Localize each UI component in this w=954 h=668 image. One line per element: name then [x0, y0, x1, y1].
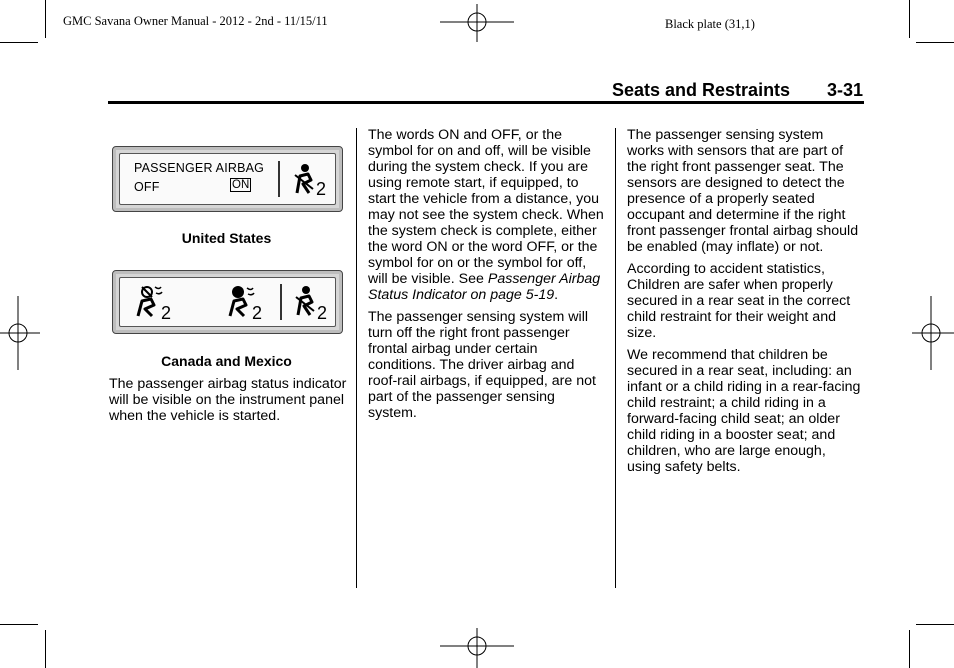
figure-caption-us: United States	[181, 230, 272, 246]
cross-reference-link[interactable]: Passenger Airbag Status Indicator on page 5-19	[368, 271, 601, 303]
registration-mark-top	[440, 4, 514, 42]
paragraph: The passenger airbag status indicator will be visible on the instrument panel when the vehicle is started.	[109, 376, 347, 424]
page-number: 3-31	[827, 80, 864, 100]
column-2-text	[368, 127, 604, 427]
paragraph-end: .	[554, 287, 559, 303]
seat-position-number: 2	[316, 179, 327, 199]
column-divider	[615, 128, 616, 588]
registration-mark-bottom	[440, 628, 514, 668]
slug-plate-info: Black plate (31,1)	[665, 17, 755, 31]
crop-mark	[45, 630, 46, 668]
paragraph-text: The words ON and OFF, or the symbol for on and off, will be visible during the system check. If you are using remote start, if equipped, to start the vehicle from a distance, you may not see the system check. When the system check is complete, either the word ON or the word OFF, or the symbol for on or the symbol for off, will be visible. See	[368, 127, 604, 287]
registration-mark-right	[912, 296, 954, 370]
airbag-on-icon	[225, 284, 255, 318]
column-1-text	[109, 376, 351, 430]
crop-mark	[909, 0, 910, 38]
off-label: OFF	[134, 180, 160, 194]
indicator-divider	[278, 161, 280, 197]
crop-mark	[916, 624, 954, 625]
crop-mark	[916, 42, 954, 43]
crop-mark	[0, 42, 38, 43]
slug-document-info: GMC Savana Owner Manual - 2012 - 2nd - 11/15/11	[63, 14, 328, 28]
header-rule	[108, 101, 864, 104]
crop-mark	[909, 630, 910, 668]
canada-airbag-indicator-figure	[112, 270, 343, 334]
paragraph: We recommend that children be secured in a rear seat, including: an infant or a child riding in a rear-facing child restraint; a child riding in a forward-facing child seat; an older child riding in a booster seat; and children, who are large enough, using safety belts.	[627, 347, 861, 475]
paragraph: According to accident statistics, Children are safer when properly secured in a rear seat in the correct child restraint for their weight and size.	[627, 261, 851, 341]
section-title: Seats and Restraints	[612, 80, 791, 100]
column-divider	[356, 128, 357, 588]
paragraph	[368, 127, 604, 303]
seat-belt-person-icon	[290, 285, 318, 317]
seat-position-number: 2	[317, 303, 328, 323]
passenger-airbag-label: PASSENGER AIRBAG	[134, 161, 265, 175]
airbag-off-icon	[133, 284, 163, 318]
seat-position-number: 2	[252, 303, 263, 323]
on-label: ON	[232, 179, 250, 191]
paragraph: The passenger sensing system will turn off the right front passenger frontal airbag under certain conditions. The driver airbag and roof-rail airbags, if equipped, are not part of the passenger sensing system.	[368, 309, 596, 421]
registration-mark-left	[0, 296, 40, 370]
crop-mark	[45, 0, 46, 38]
paragraph: The passenger sensing system works with sensors that are part of the right front passenger seat. The sensors are designed to detect the presence of a properly seated occupant and determine if the right front passenger frontal airbag should be enabled (may inflate) or not.	[627, 127, 859, 255]
column-3-text	[627, 127, 863, 481]
seat-position-number: 2	[161, 303, 172, 323]
figure-caption-canada: Canada and Mexico	[161, 353, 292, 369]
crop-mark	[0, 624, 38, 625]
indicator-divider	[280, 284, 282, 320]
seat-belt-person-icon	[289, 163, 317, 195]
us-airbag-indicator-figure	[112, 146, 343, 212]
